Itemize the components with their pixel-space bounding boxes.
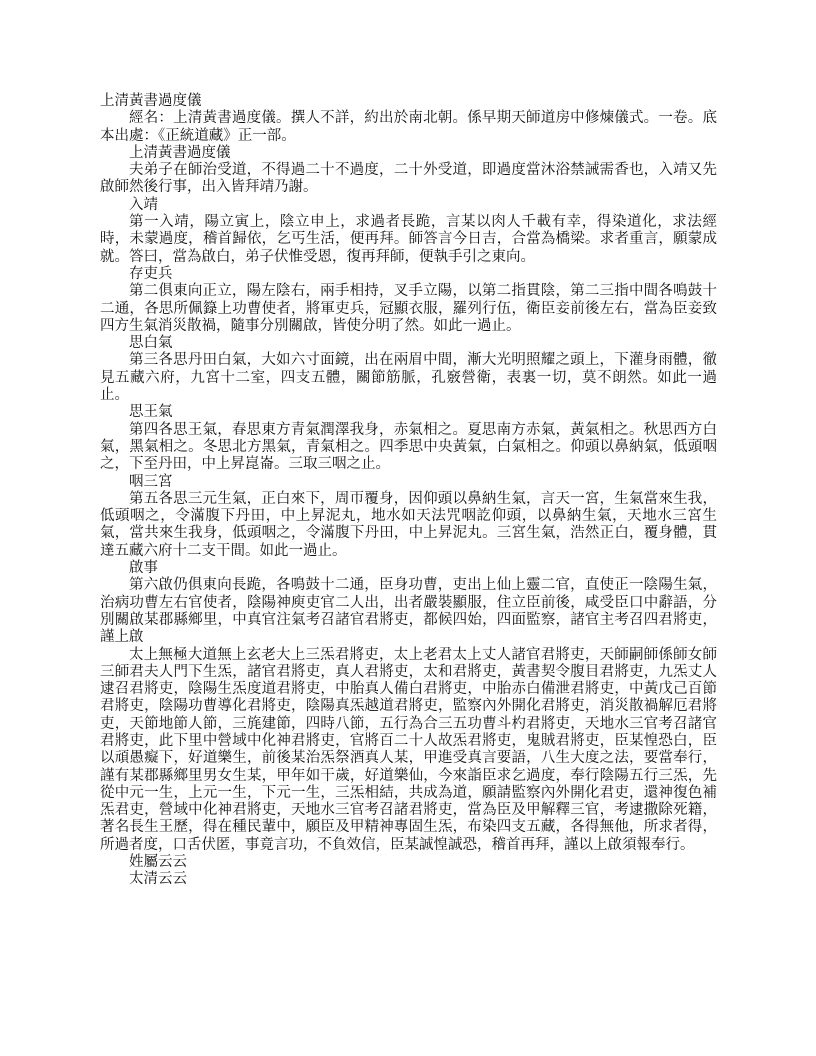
section-heading: 姓屬云云 bbox=[129, 854, 187, 871]
document-title: 上清黃書過度儀 bbox=[100, 93, 202, 109]
paragraph: 夫弟子在師治受道，不得過二十不過度，二十外受道，即過度當沐浴禁誡需香也，入靖又先啟師然後行事，出入皆拜靖乃謝。 bbox=[100, 162, 717, 196]
paragraph: 第五各思三元生氣，正白來下，周帀覆身，因仰頭以鼻納生氣，言天一宮，生氣當來生我，低頭咽之，令滿腹下丹田，中上昇泥丸，地水如天法咒咽訖仰頭，以鼻納生氣，天地水三宮生氣，當共來生我身，低頭咽之，令滿腹下丹田，中上昇泥丸。三宮生氣，浩然正白，覆身體，貫達五藏六府十二支干間。如此一過止。 bbox=[100, 490, 717, 559]
paragraph: 第一入靖，陽立寅上，陰立申上，求過者長跪，言某以肉人千載有幸，得染道化，求法經時，未蒙過度，稽首歸依，乞丐生活，便再拜。師答言今日吉，合當為橋梁。求者重言，願蒙成就。答曰，當為啟白，弟子伏惟受恩，復再拜師，便執手引之東向。 bbox=[100, 214, 717, 265]
paragraph: 第四各思王氣，春思東方青氣潤澤我身，赤氣相之。夏思南方赤氣，黃氣相之。秋思西方白氣，黑氣相之。冬思北方黑氣，青氣相之。四季思中央黃氣，白氣相之。仰頭以鼻納氣，低頭咽之，下至丹田，中上昇崑崙。三取三咽之止。 bbox=[100, 421, 717, 473]
section-heading: 存吏兵 bbox=[129, 265, 173, 282]
section-heading: 上清黃書過度儀 bbox=[129, 144, 231, 161]
paragraph: 經名：上清黃書過度儀。撰人不詳，約出於南北朝。係早期天師道房中修煉儀式。一卷。底本出處：《正統道藏》正一部。 bbox=[100, 110, 717, 144]
paragraph: 第二俱東向正立，陽左陰右，兩手相持，叉手立陽，以第二指貫陰，第二三指中間各鳴鼓十二通，各思所佩籙上功曹使者，將軍吏兵，冠顯衣服，羅列行伍，衛臣妾前後左右，當為臣妾致四方生氣消災散禍，隨事分別關啟，皆使分明了然。如此一過止。 bbox=[100, 283, 717, 334]
paragraph: 第三各思丹田白氣，大如六寸面鏡，出在兩眉中間，漸大光明照耀之頭上，下灌身雨體，徹見五藏六府，九宮十二室，四支五體，關節筋脈，孔竅營衛，表裏一切，莫不朗然。如此一過止。 bbox=[100, 352, 717, 404]
section-heading: 思白氣 bbox=[129, 335, 173, 352]
section-heading: 太清云云 bbox=[129, 871, 187, 888]
section-heading: 啟事 bbox=[129, 560, 158, 577]
section-heading: 入靖 bbox=[129, 196, 158, 213]
text-column bbox=[100, 93, 717, 889]
paragraph: 第六啟仍俱東向長跪，各鳴鼓十二通，臣身功曹，吏出上仙上靈二官，直使正一陰陽生氣，治病功曹左右官使者，陰陽神庾吏官二人出，出者嚴裝顯服，住立臣前後，咸受臣口中辭語，分別關啟某郡縣鄉里，中真官注氣考召諸官君將吏，都候四始，四面監察，諸官主考召四君將吏，謹上啟 bbox=[100, 577, 717, 646]
paragraph: 太上無極大道無上玄老大上三炁君將吏，太上老君太上丈人諸官君將吏，天師嗣師係師女師三師君夫人門下生炁，諸官君將吏，真人君將吏，太和君將吏，黃書契令腹目君將吏，九炁丈人逮召君將吏，陰陽生炁度道君將吏，中胎真人備白君將吏，中胎赤白備泄君將吏，中黃戊己百節君將吏，陰陽功曹導化君將吏，陰陽真炁越道君將吏，監察內外開化君將吏，消災散禍解厄君將吏，天節地節人節，三旄建節，四時八節，五行為合三五功曹斗杓君將吏，天地水三官考召諸官君將吏，此下里中營域中化神君將吏，官將百二十人故炁君將吏，鬼賊君將吏，臣某惶恐白，臣以頑愚癡下，好道樂生，前後某治炁祭酒真人某，甲進受真言要語，八生大度之法，要當奉行，謹有某郡縣鄉里男女生某，甲年如干歲，好道樂仙，今來詣臣求乞過度，奉行陰陽五行三炁，先從中元一生，上元一生，下元一生，三炁相結，共成為道，願請監察內外開化君吏，還神復色補炁君吏，營域中化神君將吏，天地水三官考召諸君將吏，當為臣及甲解釋三官，考逮撒除死籍，著名長生王歷，得在種民輩中，願臣及甲精神專固生炁，布染四支五藏，各得無他，所求者得，所過者度，口舌伏匿，事竟言功，不負效信，臣某誠惶誠恐，稽首再拜，謹以上啟須報奉行。 bbox=[100, 646, 717, 853]
section-heading: 思王氣 bbox=[129, 404, 173, 421]
section-heading: 咽三宮 bbox=[129, 473, 173, 490]
